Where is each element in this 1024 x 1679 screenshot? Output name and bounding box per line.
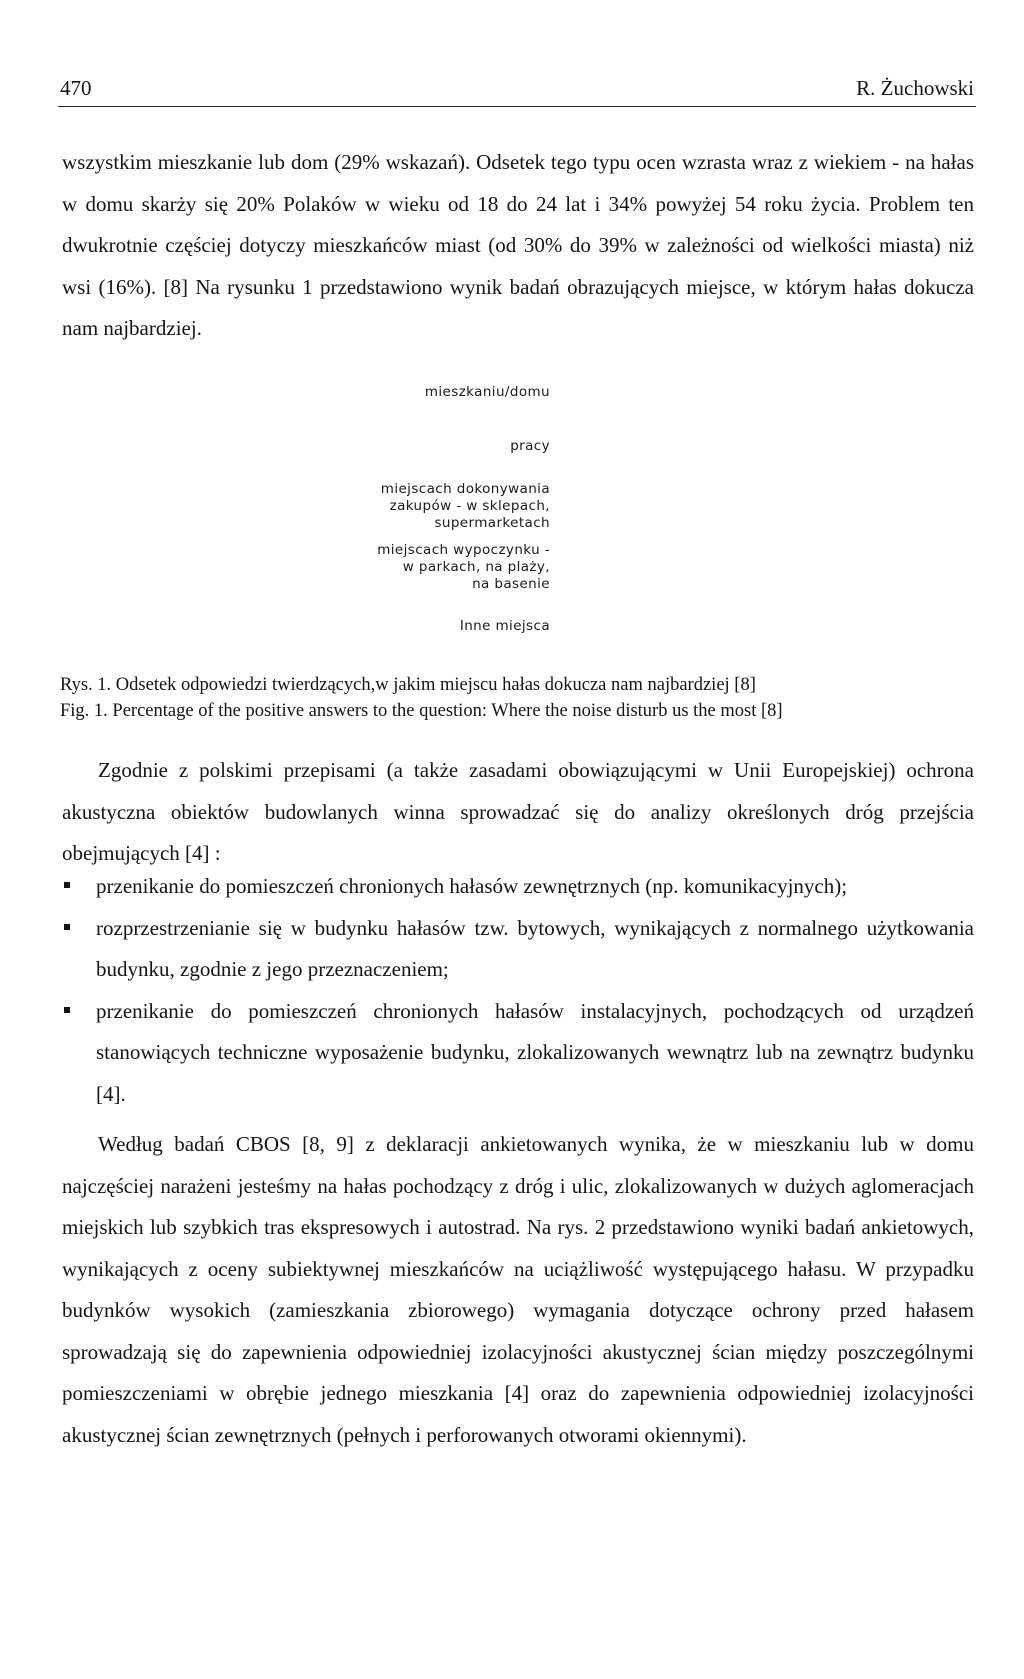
bullet-square-icon xyxy=(64,882,70,888)
category-label-work xyxy=(510,438,550,455)
category-label-line: miejscach dokonywania xyxy=(380,481,550,497)
category-label-line: w parkach, na plaży, xyxy=(402,559,550,575)
category-label-line: zakupów - w sklepach, xyxy=(389,498,550,514)
list-item xyxy=(62,908,974,991)
page-number: 470 xyxy=(60,76,92,100)
category-label-line: miejscach wypoczynku - xyxy=(377,542,550,558)
list-item-text: przenikanie do pomieszczeń chronionych hałasów instalacyjnych, pochodzących od urządzeń stanowiących techniczne wyposażenie budynku, zlokalizowanych wewnątrz lub na zewnątrz budynku [4]. xyxy=(96,998,974,1106)
transmission-paths-list xyxy=(62,866,974,1115)
running-author: R. Żuchowski xyxy=(856,76,974,100)
running-head xyxy=(58,72,976,107)
list-item-text: rozprzestrzenianie się w budynku hałasów tzw. bytowych, wynikających z normalnego użytkowania budynku, zgodnie z jego przeznaczeniem; xyxy=(96,915,974,981)
bullet-square-icon xyxy=(64,924,70,930)
category-label-line: pracy xyxy=(510,438,550,454)
list-item-text: przenikanie do pomieszczeń chronionych hałasów zewnętrznych (np. komunikacyjnych); xyxy=(96,874,848,898)
category-label-line: Inne miejsca xyxy=(459,618,550,634)
category-label-line: supermarketach xyxy=(434,515,550,531)
body-paragraph-3: Według badań CBOS [8, 9] z deklaracji ankietowanych wynika, że w mieszkaniu lub w domu najczęściej narażeni jesteśmy na hałas pochodzący z dróg i ulic, zlokalizowanych w dużych aglomeracjach miejskich lub szybkich tras ekspresowych i autostrad. Na rys. 2 przedstawiono wyniki badań ankietowych, wynikających z oceny subiektywnej mieszkańców na uciążliwość występującego hałasu. W przypadku budynków wysokich (zamieszkania zbiorowego) wymagania dotyczące ochrony przed hałasem sprowadzają się do zapewnienia odpowiedniej izolacyjności akustycznej ścian między poszczególnymi pomieszczeniami w obrębie jednego mieszkania [4] oraz do zapewnienia odpowiedniej izolacyjności akustycznej ścian zewnętrznych (pełnych i perforowanych otworami okiennymi). xyxy=(62,1132,974,1447)
figure-caption-polish: Rys. 1. Odsetek odpowiedzi twierdzących,w jakim miejscu hałas dokucza nam najbardziej [8] xyxy=(60,675,756,695)
category-label-line: na basenie xyxy=(472,576,550,592)
body-paragraph-1: wszystkim mieszkanie lub dom (29% wskazań). Odsetek tego typu ocen wzrasta wraz z wiekiem - na hałas w domu skarży się 20% Polaków w wieku od 18 do 24 lat i 34% powyżej 54 roku życia. Problem ten dwukrotnie częściej dotyczy mieszkańców miast (od 30% do 39% w zależności od wielkości miasta) niż wsi (16%). [8] Na rysunku 1 przedstawiono wynik badań obrazujących miejsce, w którym hałas dokucza nam najbardziej. xyxy=(62,150,974,340)
list-item xyxy=(62,991,974,1116)
list-item xyxy=(62,866,974,908)
category-label-leisure xyxy=(377,542,550,593)
body-paragraph-2: Zgodnie z polskimi przepisami (a także zasadami obowiązującymi w Unii Europejskiej) ochrona akustyczna obiektów budowlanych winna sprowadzać się do analizy określonych dróg przejścia obejmujących [4] : xyxy=(62,758,974,865)
category-label-home xyxy=(425,384,550,401)
bullet-square-icon xyxy=(64,1007,70,1013)
category-label-shopping xyxy=(381,481,550,532)
category-label-line: mieszkaniu/domu xyxy=(424,384,550,400)
category-label-other xyxy=(460,618,550,635)
figure-caption-english: Fig. 1. Percentage of the positive answers to the question: Where the noise disturb us the most [8] xyxy=(60,701,783,721)
figure-1-chart xyxy=(190,372,830,647)
